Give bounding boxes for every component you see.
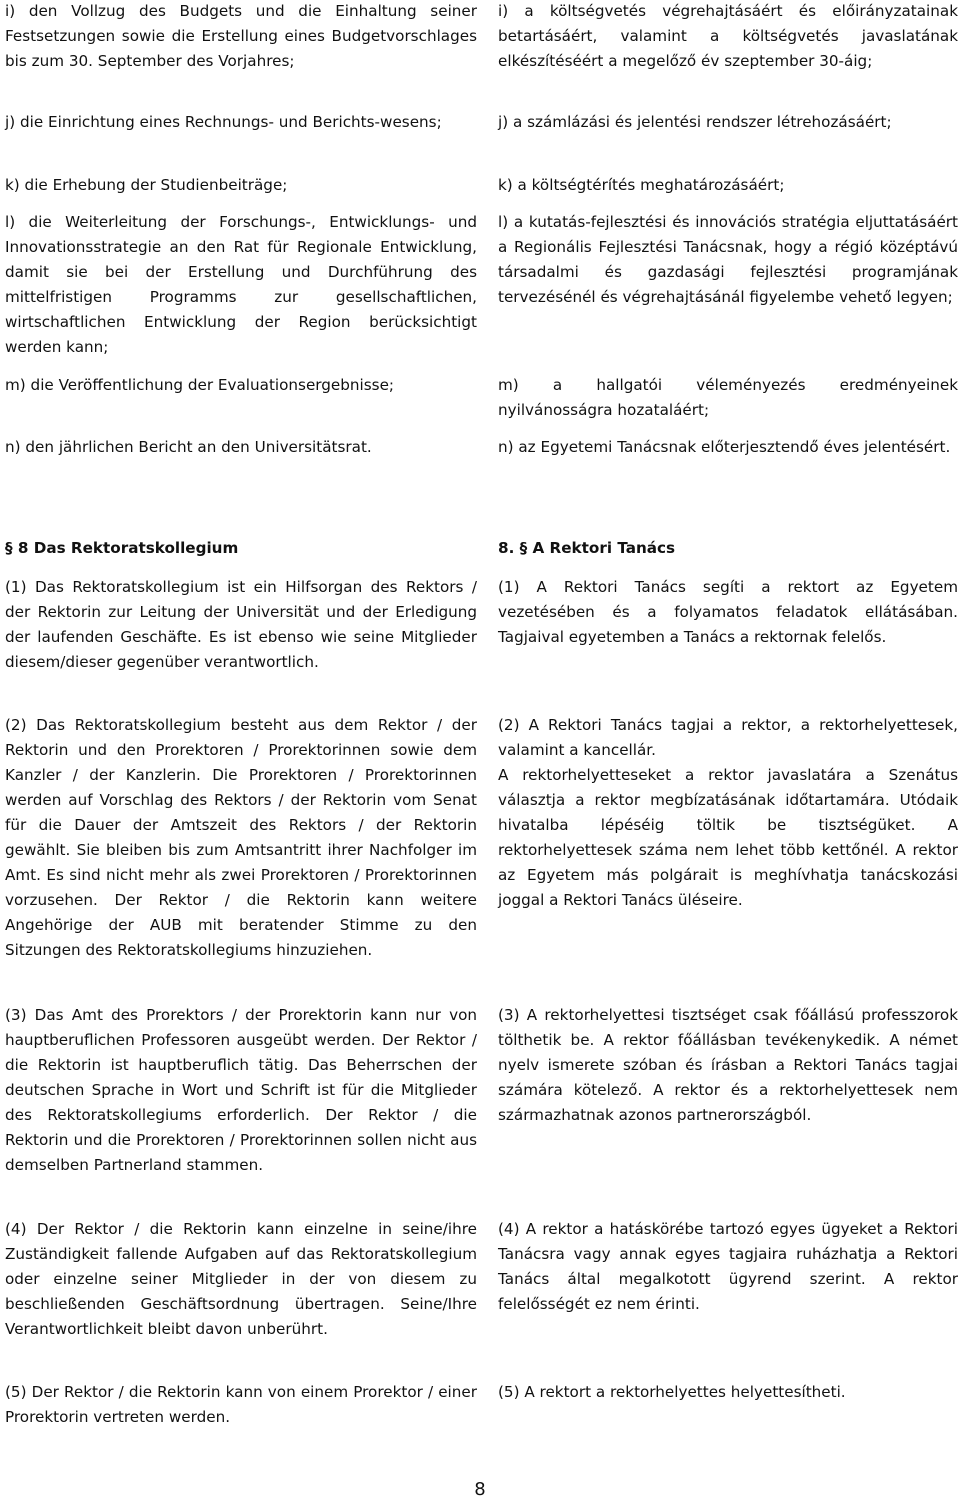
hu-item-k: k) a költségtérítés meghatározásáért; bbox=[498, 176, 785, 194]
hu-item-m: m) a hallgatói véleményezés eredményeinek nyilvánosságra hozataláért; bbox=[498, 376, 958, 419]
de-item-j: j) die Einrichtung eines Rechnungs- und Berichts-wesens; bbox=[5, 113, 442, 131]
hu-paragraph-3: (3) A rektorhelyettesi tisztséget csak főállású professzorok tölthetik be. A rektor főállásban tevékenykedik. A német nyelv ismerete szóban és írásban a Rektori Tanács tagjai számára kötelező. A rektor és a rektorhelyettesek nem származhatnak azonos partnerországból. bbox=[498, 1006, 958, 1124]
de-item-n: n) den jährlichen Bericht an den Universitätsrat. bbox=[5, 438, 372, 456]
de-paragraph-3: (3) Das Amt des Prorektors / der Prorektorin kann nur von hauptberuflichen Professoren ausgeübt werden. Der Rektor / die Rektorin ist hauptberuflich tätig. Das Beherrschen der deutschen Sprache in Wort und Schrift ist für die Mitglieder des Rektoratskollegiums erforderlich. Der Rektor / die Rektorin und die Prorektoren / Prorektorinnen sollen nicht aus demselben Partnerland stammen. bbox=[5, 1006, 477, 1174]
de-paragraph-2: (2) Das Rektoratskollegium besteht aus dem Rektor / der Rektorin und den Prorektoren / Prorektorinnen sowie dem Kanzler / der Kanzlerin. Die Prorektoren / Prorektorinnen werden auf Vorschlag des Rektors / der Rektorin vom Senat für die Dauer der Amtszeit des Rektors / der Rektorin gewählt. Sie bleiben bis zum Amtsantritt ihrer Nachfolger im Amt. Es sind nicht mehr als zwei Prorektoren / Prorektorinnen vorzusehen. Der Rektor / die Rektorin kann weitere Angehörige der AUB mit beratender Stimme zu den Sitzungen des Rektoratskollegiums hinzuziehen. bbox=[5, 716, 477, 959]
de-item-l: l) die Weiterleitung der Forschungs-, Entwicklungs- und Innovationsstrategie an den Rat für Regionale Entwicklung, damit sie bei der Erstellung und Durchführung des mittelfristigen Programms zur gesellschaftlichen, wirtschaftlichen Entwicklung der Region berücksichtigt werden kann; bbox=[5, 213, 477, 356]
hu-item-i: i) a költségvetés végrehajtásáért és előirányzatainak betartásáért, valamint a költségvetés javaslatának elkészítéséért a megelőző év szeptember 30-áig; bbox=[498, 2, 958, 70]
hu-section-heading: 8. § A Rektori Tanács bbox=[498, 539, 676, 557]
de-paragraph-4: (4) Der Rektor / die Rektorin kann einzelne in seine/ihre Zuständigkeit fallende Aufgaben auf das Rektoratskollegium oder einzelne seiner Mitglieder in der von diesem zu beschließenden Geschäftsordnung übertragen. Seine/Ihre Verantwortlichkeit bleibt davon unberührt. bbox=[5, 1220, 477, 1338]
de-item-m: m) die Veröffentlichung der Evaluationsergebnisse; bbox=[5, 376, 395, 394]
de-item-k: k) die Erhebung der Studienbeiträge; bbox=[5, 176, 288, 194]
hu-paragraph-1: (1) A Rektori Tanács segíti a rektort az Egyetem vezetésében és a folyamatos feladatok ellátásában. Tagjaival egyetemben a Tanács a rektornak felelős. bbox=[498, 578, 958, 646]
de-paragraph-1: (1) Das Rektoratskollegium ist ein Hilfsorgan des Rektors / der Rektorin zur Leitung der Universität und der Erledigung der laufenden Geschäfte. Es ist ebenso wie seine Mitglieder diesem/dieser gegenüber verantwortlich. bbox=[5, 578, 477, 671]
hu-item-j: j) a számlázási és jelentési rendszer létrehozásáért; bbox=[498, 113, 892, 131]
hu-item-l: l) a kutatás-fejlesztési és innovációs stratégia eljuttatásáért a Regionális Fejlesztési Tanácsnak, hogy a régió középtávú társadalmi és gazdasági fejlesztési programjának tervezésénél és végrehajtásánál figyelembe vehető legyen; bbox=[498, 213, 958, 306]
hu-paragraph-2: (2) A Rektori Tanács tagjai a rektor, a rektorhelyettesek, valamint a kancellár. A rektorhelyetteseket a rektor javaslatára a Szenátus választja a rektor megbízatásának időtartamára. Utódaik hivatalba lépéséig töltik be tisztségüket. A rektorhelyettesek száma nem lehet több kettőnél. A rektor az Egyetem más polgárait is meghívhatja tanácskozási joggal a Rektori Tanács üléseire. bbox=[498, 716, 958, 909]
hu-paragraph-4: (4) A rektor a hatáskörébe tartozó egyes ügyeket a Rektori Tanácsra vagy annak egyes tagjaira ruházhatja a Rektori Tanács által megalkotott ügyrend szerint. A rektor felelősségét ez nem érinti. bbox=[498, 1220, 958, 1313]
de-paragraph-5: (5) Der Rektor / die Rektorin kann von einem Prorektor / einer Prorektorin vertreten werden. bbox=[5, 1383, 477, 1426]
page-number: 8 bbox=[474, 1479, 486, 1500]
de-section-heading: § 8 Das Rektoratskollegium bbox=[5, 539, 239, 557]
hu-item-n: n) az Egyetemi Tanácsnak előterjesztendő éves jelentésért. bbox=[498, 438, 951, 456]
hu-paragraph-5: (5) A rektort a rektorhelyettes helyettesítheti. bbox=[498, 1383, 846, 1401]
de-item-i: i) den Vollzug des Budgets und die Einhaltung seiner Festsetzungen sowie die Erstellung eines Budgetvorschlages bis zum 30. September des Vorjahres; bbox=[5, 2, 477, 70]
